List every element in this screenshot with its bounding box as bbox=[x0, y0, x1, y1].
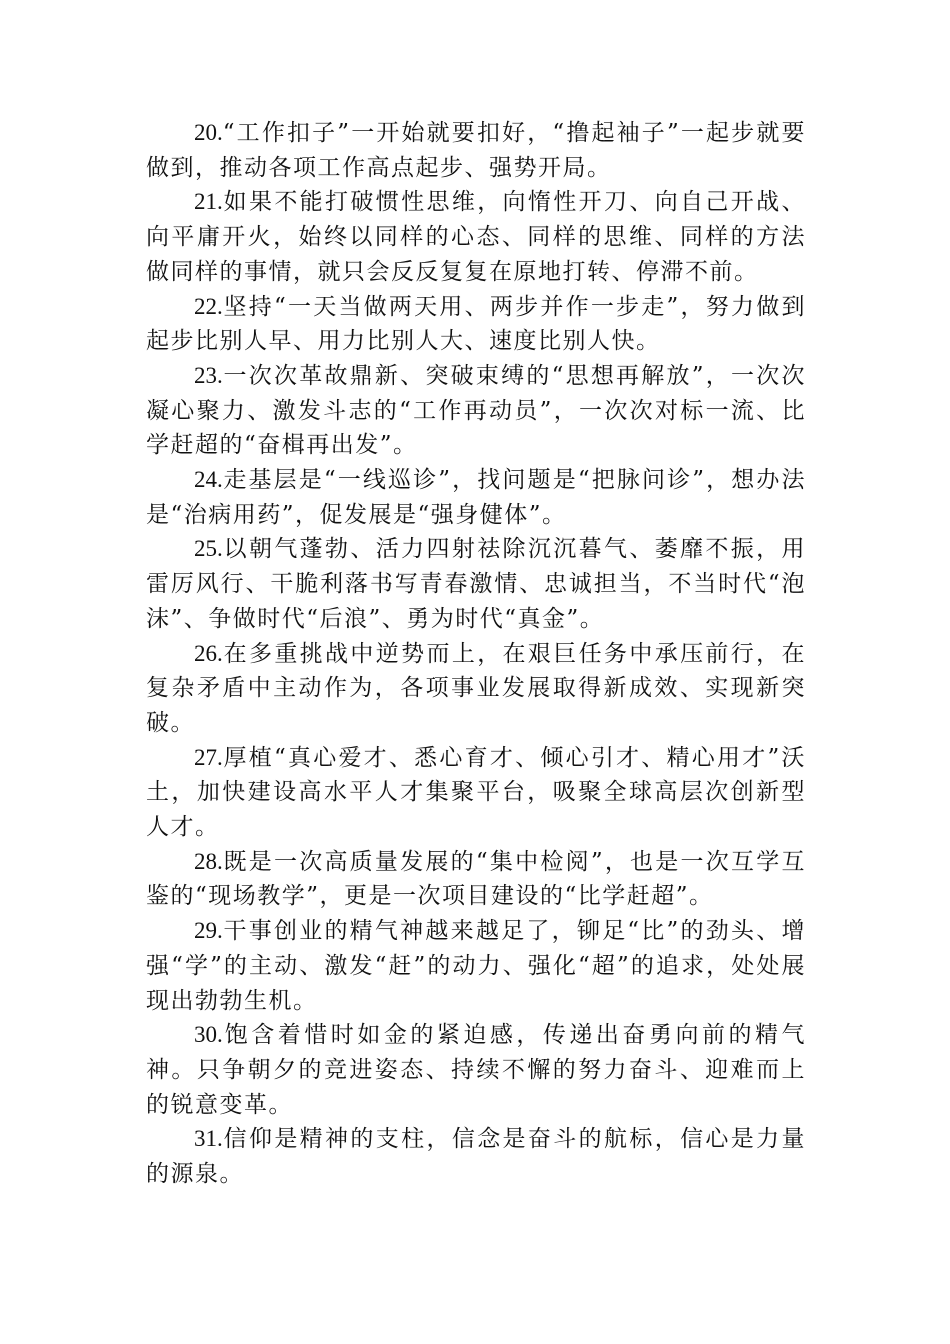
paragraph-text: 一次次革故鼎新、突破束缚的“思想再解放”，一次次凝心聚力、激发斗志的“工作再动员”，一次次对标一流、比学赶超的“奋楫再出发”。 bbox=[146, 362, 806, 459]
paragraph-30 bbox=[146, 1018, 806, 1122]
paragraph-text: 坚持“一天当做两天用、两步并作一步走”，努力做到起步比别人早、用力比别人大、速度比别人快。 bbox=[146, 293, 806, 355]
paragraph-text: 信仰是精神的支柱，信念是奋斗的航标，信心是力量的源泉。 bbox=[146, 1126, 806, 1188]
paragraph-text: 既是一次高质量发展的“集中检阅”，也是一次互学互鉴的“现场教学”，更是一次项目建设的“比学赶超”。 bbox=[146, 848, 806, 910]
paragraph-number: 29. bbox=[194, 918, 223, 944]
paragraph-number: 28. bbox=[194, 848, 223, 874]
paragraph-number: 24. bbox=[194, 467, 223, 493]
paragraph-number: 26. bbox=[194, 640, 223, 666]
paragraph-text: 干事创业的精气神越来越足了，铆足“比”的劲头、增强“学”的主动、激发“赶”的动力、强化“超”的追求，处处展现出勃勃生机。 bbox=[146, 918, 806, 1014]
paragraph-number: 22. bbox=[194, 293, 223, 319]
paragraph-text: 走基层是“一线巡诊”，找问题是“把脉问诊”，想办法是“治病用药”，促发展是“强身健体”。 bbox=[146, 467, 806, 528]
paragraph-number: 31. bbox=[194, 1126, 223, 1152]
paragraph-20 bbox=[146, 116, 806, 185]
paragraph-number: 30. bbox=[194, 1022, 223, 1048]
paragraph-text: 以朝气蓬勃、活力四射祛除沉沉暮气、萎靡不振，用雷厉风行、干脆利落书写青春激情、忠诚担当，不当时代“泡沫”、争做时代“后浪”、勇为时代“真金”。 bbox=[146, 536, 806, 632]
paragraph-number: 21. bbox=[194, 189, 223, 215]
paragraph-number: 25. bbox=[194, 536, 223, 562]
paragraph-22 bbox=[146, 290, 806, 359]
paragraph-25 bbox=[146, 532, 806, 636]
paragraph-number: 23. bbox=[194, 362, 223, 388]
paragraph-number: 27. bbox=[194, 744, 223, 770]
paragraph-21 bbox=[146, 185, 806, 289]
paragraph-28 bbox=[146, 845, 806, 914]
paragraph-number: 20. bbox=[194, 120, 223, 145]
paragraph-text: 饱含着惜时如金的紧迫感，传递出奋勇向前的精气神。只争朝夕的竞进姿态、持续不懈的努力奋斗、迎难而上的锐意变革。 bbox=[146, 1022, 806, 1118]
paragraph-29 bbox=[146, 914, 806, 1018]
paragraph-text: 在多重挑战中逆势而上，在艰巨任务中承压前行，在复杂矛盾中主动作为，各项事业发展取得新成效、实现新突破。 bbox=[146, 640, 806, 736]
paragraph-24 bbox=[146, 463, 806, 532]
paragraph-27 bbox=[146, 741, 806, 845]
paragraph-text: 如果不能打破惯性思维，向惰性开刀、向自己开战、向平庸开火，始终以同样的心态、同样的思维、同样的方法做同样的事情，就只会反反复复在原地打转、停滞不前。 bbox=[146, 189, 806, 285]
paragraph-26 bbox=[146, 637, 806, 741]
paragraph-31 bbox=[146, 1122, 806, 1191]
paragraph-23 bbox=[146, 359, 806, 463]
paragraph-text: “工作扣子”一开始就要扣好，“撸起袖子”一起步就要做到，推动各项工作高点起步、强势开局。 bbox=[146, 120, 806, 181]
paragraph-text: 厚植“真心爱才、悉心育才、倾心引才、精心用才”沃土，加快建设高水平人才集聚平台，吸聚全球高层次创新型人才。 bbox=[146, 744, 806, 841]
document-page bbox=[146, 116, 806, 1192]
